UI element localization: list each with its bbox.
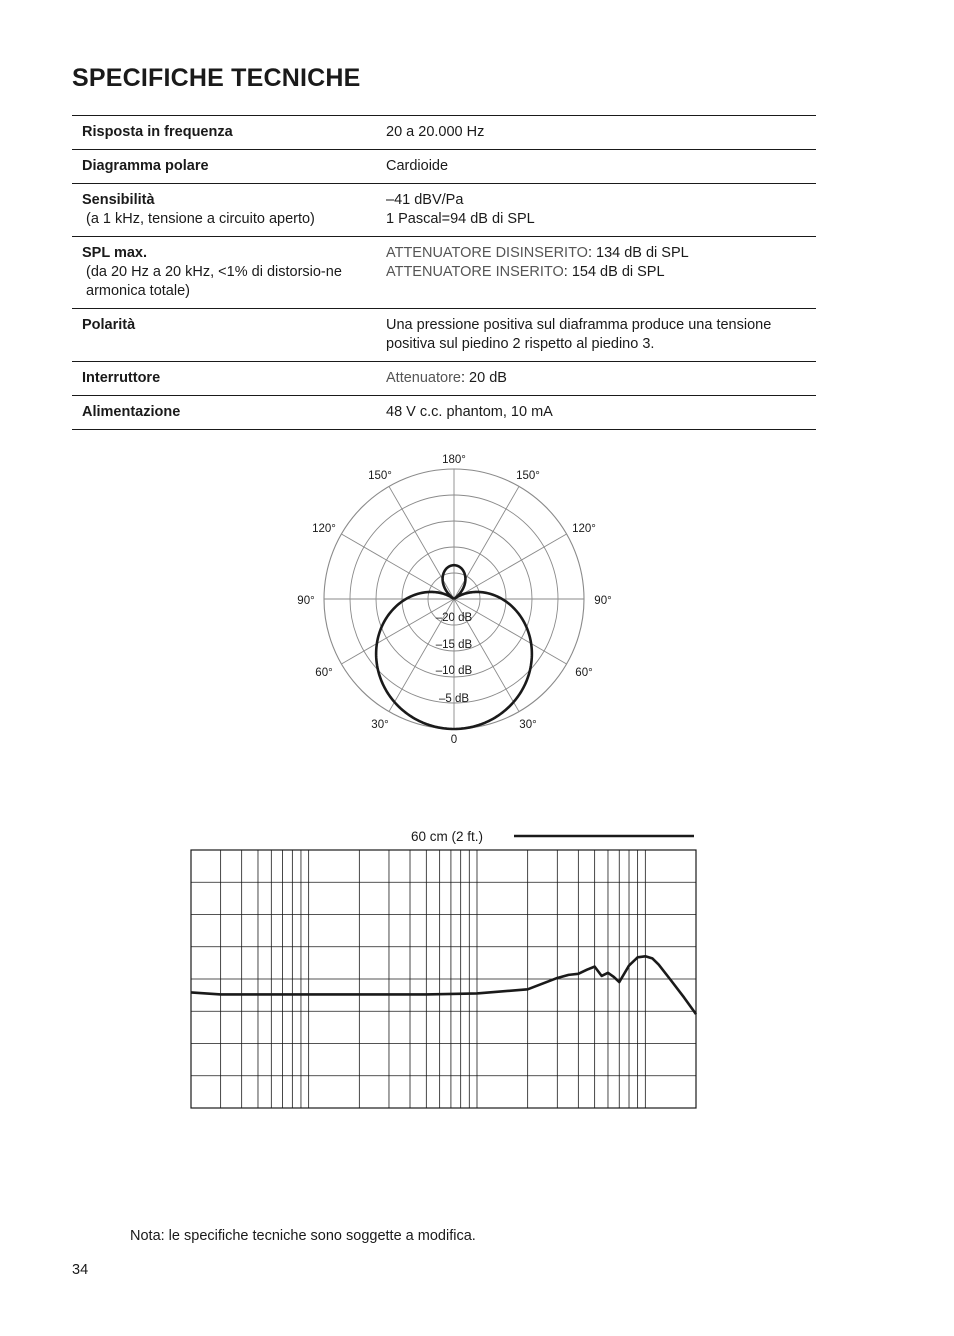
spec-value-prefix: ATTENUATORE DISINSERITO [386,245,588,261]
spec-value: 20 a 20.000 Hz [386,124,485,140]
spec-label-note: (da 20 Hz a 20 kHz, <1% di distorsio-ne armonica totale) [86,264,342,299]
footnote: Nota: le specifiche tecniche sono soggette a modifica. [130,1228,476,1244]
spec-value-cell [366,309,816,362]
angle-label-mid-lower-right: 60° [575,667,593,679]
polar-grid [324,469,584,729]
frequency-response-chart [0,820,954,1120]
spec-value-line [386,157,806,176]
spec-value-line [386,369,806,388]
angle-label-left: 90° [297,595,315,607]
spec-value-cell [366,150,816,184]
spec-label: Diagramma polare [82,158,209,174]
spec-value: –41 dBV/Pa [386,192,464,208]
spec-value: Una pressione positiva sul diaframma produce una tensione positiva sul piedino 2 rispetto al piedino 3. [386,317,772,352]
spec-label: Risposta in frequenza [82,124,233,140]
page-number: 34 [72,1262,89,1278]
ring-db-label: –10 dB [435,665,473,677]
spec-value-prefix: Attenuatore [386,370,461,386]
page-title: SPECIFICHE TECNICHE [72,64,361,92]
ring-db-label: –20 dB [435,612,473,624]
spec-value-line [386,403,806,422]
spec-value-line [386,316,806,354]
spec-label-cell [72,184,366,237]
spec-value-cell [366,362,816,396]
frequency-response-curve [191,956,696,1014]
angle-label-top: 180° [442,454,466,466]
angle-label-right: 90° [594,595,612,607]
spec-value: 1 Pascal=94 dB di SPL [386,211,535,227]
spec-label-cell [72,150,366,184]
spec-label: Polarità [82,317,136,333]
spec-value-line [386,244,806,263]
spec-label: Interruttore [82,370,161,386]
angle-label-mid-lower-left: 60° [315,667,333,679]
angle-label-bottom: 0 [450,734,458,746]
angle-label-lower-left: 30° [371,719,389,731]
spec-row [72,116,816,150]
spec-label: SPL max. [82,245,148,261]
spec-label-cell [72,396,366,430]
spec-value-cell [366,116,816,150]
ring-db-label: –15 dB [435,639,473,651]
spec-value-line [386,191,806,210]
spec-row [72,237,816,309]
spec-label-note: (a 1 kHz, tensione a circuito aperto) [86,211,315,227]
spec-value-cell [366,237,816,309]
spec-value-cell [366,184,816,237]
spec-label-cell [72,237,366,309]
spec-value-line [386,123,806,142]
spec-label-cell [72,116,366,150]
spec-row [72,362,816,396]
spec-value-line [386,263,806,282]
spec-row [72,184,816,237]
spec-value: Cardioide [386,158,449,174]
chart-legend [411,829,694,844]
spec-label-cell [72,362,366,396]
angle-label-upper-right: 150° [516,470,540,482]
angle-label-mid-upper-right: 120° [572,523,596,535]
angle-label-upper-left: 150° [368,470,392,482]
spec-value: 48 V c.c. phantom, 10 mA [386,404,553,420]
spec-value-cell [366,396,816,430]
spec-value: : 20 dB [460,370,507,386]
spec-row [72,150,816,184]
spec-value-line [386,210,806,229]
spec-label: Alimentazione [82,404,181,420]
ring-db-label: –5 dB [438,693,470,705]
angle-label-lower-right: 30° [519,719,537,731]
spec-value: : 134 dB di SPL [587,245,689,261]
specifications-table [72,115,816,430]
spec-label-cell [72,309,366,362]
angle-label-mid-upper-left: 120° [312,523,336,535]
polar-pattern-diagram [0,445,954,765]
spec-value: : 154 dB di SPL [563,264,665,280]
spec-row [72,309,816,362]
spec-row [72,396,816,430]
legend-label: 60 cm (2 ft.) [411,829,484,844]
spec-value-prefix: ATTENUATORE INSERITO [386,264,564,280]
spec-label: Sensibilità [82,192,155,208]
